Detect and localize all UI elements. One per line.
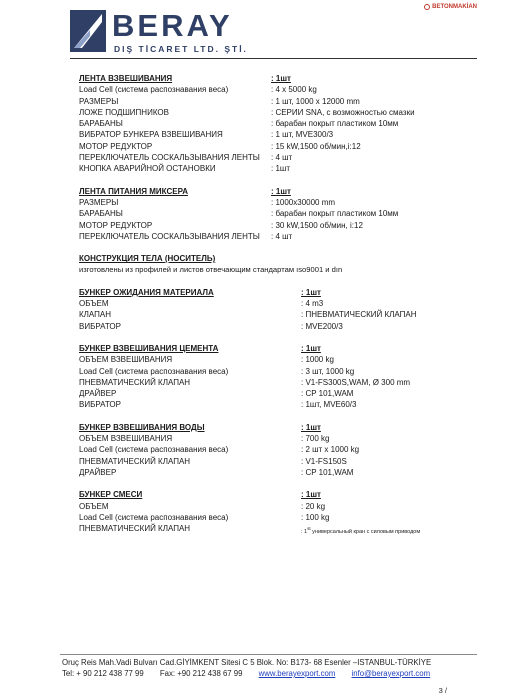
spec-key: Load Cell (система распознавания веса) [79, 445, 229, 455]
spec-value: : V1-FS300S,WAM, Ø 300 mm [301, 377, 411, 387]
circle-logo-icon [424, 4, 430, 10]
section-cement-weighing-bunker [79, 343, 479, 411]
spec-row [79, 163, 479, 174]
spec-content [79, 73, 479, 549]
spec-row [79, 141, 479, 152]
section-heading [79, 73, 479, 84]
spec-value: : ПНЕВМАТИЧЕСКИЙ КЛАПАН [301, 310, 417, 320]
spec-row [79, 456, 479, 467]
spec-value: : 1шт [271, 164, 290, 174]
spec-row [79, 444, 479, 455]
spec-value: : 1 шт, MVE300/3 [271, 130, 334, 140]
header-divider [70, 58, 477, 59]
section-quantity: : 1шт [271, 186, 291, 196]
spec-row [79, 118, 479, 129]
spec-row [79, 399, 479, 410]
spec-key: Load Cell (система распознавания веса) [79, 366, 229, 376]
section-title: КОНСТРУКЦИЯ ТЕЛА (НОСИТЕЛЬ) [79, 254, 216, 264]
spec-value: : СЕРИИ SNA, с возможностью смазки [271, 107, 415, 117]
spec-key: ВИБРАТОР БУНКЕРА ВЗВЕШИВАНИЯ [79, 130, 223, 140]
spec-key: Load Cell (система распознавания веса) [79, 85, 229, 95]
spec-key: ПЕРЕКЛЮЧАТЕЛЬ СОСКАЛЬЗЫВАНИЯ ЛЕНТЫ [79, 153, 260, 163]
spec-key: ЛОЖЕ ПОДШИПНИКОВ [79, 107, 169, 117]
footer-website-link[interactable]: www.berayexport.com [258, 669, 336, 678]
spec-value: : барабан покрыт пластиком 10мм [271, 209, 399, 219]
spec-value: : 1000 kg [301, 355, 334, 365]
spec-row [79, 208, 479, 219]
section-quantity: : 1шт [301, 422, 321, 432]
spec-value-rest: универсальный кран с силовым приводом [310, 528, 421, 535]
section-title: БУНКЕР ОЖИДАНИЯ МАТЕРИАЛА [79, 287, 214, 297]
spec-value: : 4 шт [271, 231, 293, 241]
spec-value: : 700 kg [301, 434, 330, 444]
brand-subtitle: DIŞ TİCARET LTD. ŞTİ. [114, 44, 248, 54]
spec-value-superscript: st [307, 526, 311, 532]
betonmakian-badge [424, 4, 477, 10]
spec-row [79, 129, 479, 140]
section-title: БУНКЕР ВЗВЕШИВАНИЯ ВОДЫ [79, 422, 205, 432]
section-material-waiting-bunker [79, 287, 479, 332]
section-text: изготовлены из профилей и листов отвечающим стандартам ıso9001 и dın [79, 265, 343, 275]
spec-key: РАЗМЕРЫ [79, 197, 119, 207]
spec-key: ДРАЙВЕР [79, 467, 117, 477]
spec-row [79, 501, 479, 512]
spec-value: : CP 101,WAM [301, 467, 354, 477]
section-title: БУНКЕР СМЕСИ [79, 490, 143, 500]
spec-row [79, 388, 479, 399]
spec-key: РАЗМЕРЫ [79, 96, 119, 106]
beray-logo [70, 10, 270, 54]
footer-contacts [62, 668, 431, 679]
section-title: ЛЕНТА ВЗВЕШИВАНИЯ [79, 74, 173, 83]
spec-key: МОТОР РЕДУКТОР [79, 141, 153, 151]
spec-value: : 1000x30000 mm [271, 197, 336, 207]
section-title: БУНКЕР ВЗВЕШИВАНИЯ ЦЕМЕНТА [79, 343, 219, 353]
spec-value: : 15 kW,1500 об/мин,i:12 [271, 141, 361, 151]
badge-text: BETONMAKİAN [432, 4, 477, 10]
footer-divider [60, 654, 477, 655]
section-mix-bunker [79, 489, 479, 538]
spec-key: БАРАБАНЫ [79, 209, 123, 219]
spec-row [79, 107, 479, 118]
spec-key: ДРАЙВЕР [79, 389, 117, 399]
spec-key: ОБЪЕМ ВЗВЕШИВАНИЯ [79, 355, 173, 365]
spec-key: ПЕРЕКЛЮЧАТЕЛЬ СОСКАЛЬЗЫВАНИЯ ЛЕНТЫ [79, 231, 260, 241]
spec-value: : CP 101,WAM [301, 389, 354, 399]
spec-value: : 1 шт, 1000 x 12000 mm [271, 96, 360, 106]
spec-value: : 30 kW,1500 об/мин, i:12 [271, 220, 363, 230]
spec-row [79, 354, 479, 365]
section-quantity: : 1шт [271, 74, 291, 83]
spec-key: ОБЪЕМ [79, 299, 109, 309]
spec-value: : барабан покрыт пластиком 10мм [271, 119, 399, 129]
spec-key: КНОПКА АВАРИЙНОЙ ОСТАНОВКИ [79, 164, 216, 174]
spec-row [79, 366, 479, 377]
section-heading [79, 489, 479, 500]
spec-key: БАРАБАНЫ [79, 119, 123, 129]
spec-row [79, 433, 479, 444]
spec-row [79, 321, 479, 332]
section-quantity: : 1шт [301, 490, 321, 500]
spec-row [79, 152, 479, 163]
page-number: 3 / [438, 686, 447, 695]
spec-key: ОБЪЕМ [79, 501, 109, 511]
spec-row [79, 197, 479, 208]
spec-value: : 4 шт [271, 153, 293, 163]
spec-key: ВИБРАТОР [79, 321, 121, 331]
beray-logo-mark-icon [70, 10, 106, 52]
section-mixer-feed-belt [79, 186, 479, 242]
spec-value: : 2 шт x 1000 kg [301, 445, 360, 455]
section-heading [79, 343, 479, 354]
spec-row [79, 523, 479, 538]
spec-key: ПНЕВМАТИЧЕСКИЙ КЛАПАН [79, 456, 191, 466]
section-water-weighing-bunker [79, 422, 479, 478]
spec-row [79, 512, 479, 523]
section-weighing-belt [79, 73, 479, 175]
spec-key: Load Cell (система распознавания веса) [79, 512, 229, 522]
section-quantity: : 1шт [301, 343, 321, 353]
spec-row [79, 377, 479, 388]
spec-row [79, 231, 479, 242]
spec-key: КЛАПАН [79, 310, 112, 320]
section-quantity: : 1шт [301, 287, 321, 297]
spec-value: : 20 kg [301, 501, 326, 511]
footer [62, 657, 431, 679]
section-heading [79, 422, 479, 433]
spec-key: ОБЪЕМ ВЗВЕШИВАНИЯ [79, 434, 173, 444]
footer-fax: Fax: +90 212 438 67 99 [159, 669, 243, 678]
spec-row [79, 220, 479, 231]
spec-key: ПНЕВМАТИЧЕСКИЙ КЛАПАН [79, 524, 191, 534]
spec-value [301, 523, 420, 538]
spec-key: ПНЕВМАТИЧЕСКИЙ КЛАПАН [79, 377, 191, 387]
spec-value: : MVE200/3 [301, 321, 343, 331]
spec-value-prefix: : 1 [301, 528, 308, 535]
brand-name: BERAY [112, 8, 233, 43]
section-body-construction [79, 253, 479, 276]
spec-row [79, 467, 479, 478]
spec-row [79, 298, 479, 309]
spec-value: : 4 m3 [301, 299, 324, 309]
spec-key: ВИБРАТОР [79, 400, 121, 410]
footer-address: Oruç Reis Mah.Vadi Bulvarı Cad.GİYİMKENT Sitesi C 5 Blok. No: B173- 68 Esenler –ISTANBUL-TÜRKİYE [62, 658, 432, 667]
section-title: ЛЕНТА ПИТАНИЯ МИКСЕРА [79, 186, 188, 196]
section-heading [79, 287, 479, 298]
spec-row [79, 309, 479, 320]
spec-value: : V1-FS150S [301, 456, 347, 466]
spec-value: : 100 kg [301, 512, 330, 522]
spec-value: : 3 шт, 1000 kg [301, 366, 355, 376]
section-heading [79, 186, 479, 197]
footer-tel: Tel: + 90 212 438 77 99 [62, 669, 144, 678]
spec-row [79, 96, 479, 107]
spec-key: МОТОР РЕДУКТОР [79, 220, 153, 230]
spec-value: : 4 x 5000 kg [271, 85, 317, 95]
spec-value: : 1шт, MVE60/3 [301, 400, 357, 410]
footer-email-link[interactable]: info@berayexport.com [351, 669, 431, 678]
spec-row [79, 84, 479, 95]
